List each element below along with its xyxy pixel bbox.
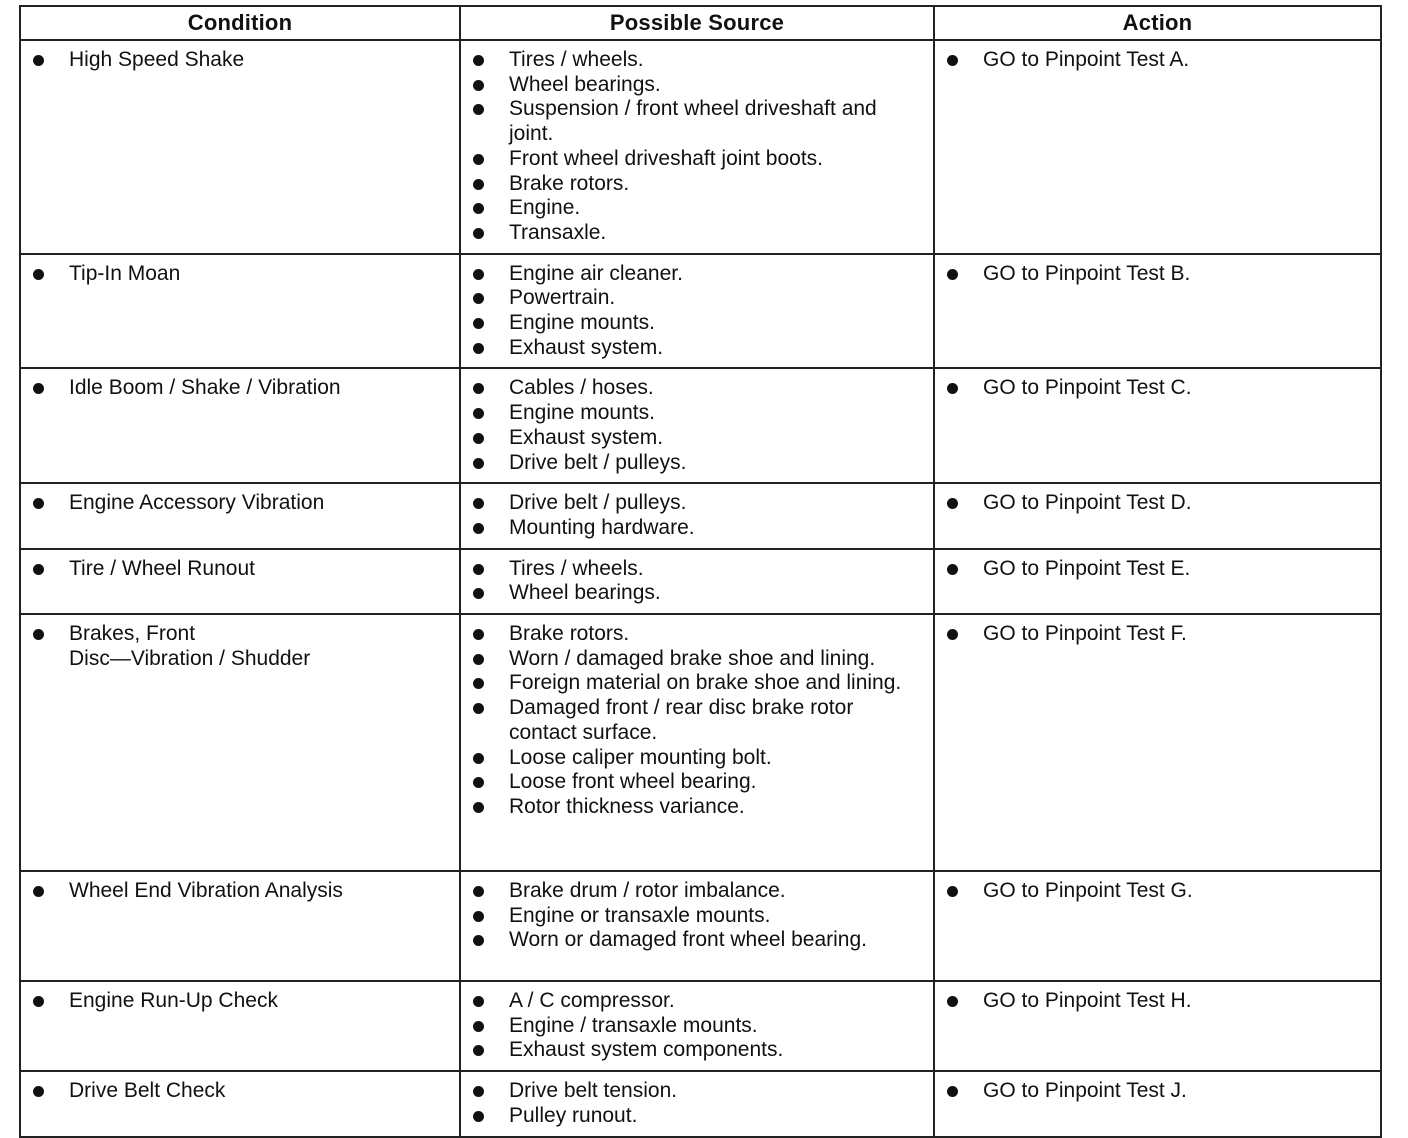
table-row [20, 871, 1381, 981]
list-item [29, 48, 449, 73]
condition-text: Engine Accessory Vibration [69, 491, 325, 515]
condition-cell [20, 483, 460, 548]
source-list [469, 989, 923, 1063]
list-item: Wheel bearings. [469, 581, 923, 606]
source-list [469, 557, 923, 606]
condition-list [29, 491, 449, 516]
table-row [20, 40, 1381, 254]
list-item: Suspension / front wheel driveshaft and joint. [469, 97, 923, 146]
condition-cell [20, 549, 460, 614]
table-body [20, 40, 1381, 1137]
table-row [20, 483, 1381, 548]
list-item: Brake rotors. [469, 172, 923, 197]
source-list [469, 491, 923, 540]
list-item: Loose front wheel bearing. [469, 770, 923, 795]
condition-list [29, 1079, 449, 1104]
condition-cell [20, 1071, 460, 1136]
list-item: Drive belt / pulleys. [469, 491, 923, 516]
list-item: Drive belt tension. [469, 1079, 923, 1104]
table-row [20, 254, 1381, 369]
list-item [29, 491, 449, 516]
action-list [943, 262, 1370, 287]
condition-cell [20, 614, 460, 871]
table-row [20, 614, 1381, 871]
condition-cell [20, 871, 460, 981]
action-cell [934, 254, 1381, 369]
pinpoint-test-reference: GO to Pinpoint Test E. [943, 557, 1370, 582]
list-item [29, 1079, 449, 1104]
condition-text: Brakes, Front Disc—Vibration / Shudder [69, 622, 311, 670]
list-item: Loose caliper mounting bolt. [469, 746, 923, 771]
action-list [943, 376, 1370, 401]
list-item: Brake rotors. [469, 622, 923, 647]
list-item: Engine air cleaner. [469, 262, 923, 287]
list-item: Exhaust system. [469, 426, 923, 451]
list-item [29, 557, 449, 582]
pinpoint-test-reference: GO to Pinpoint Test G. [943, 879, 1370, 904]
pinpoint-test-reference: GO to Pinpoint Test B. [943, 262, 1370, 287]
possible-source-cell [460, 981, 934, 1071]
possible-source-cell [460, 254, 934, 369]
list-item [29, 262, 449, 287]
action-cell [934, 981, 1381, 1071]
list-item: Foreign material on brake shoe and lining. [469, 671, 923, 696]
list-item: Damaged front / rear disc brake rotor contact surface. [469, 696, 923, 745]
condition-text: Wheel End Vibration Analysis [69, 879, 343, 903]
condition-list [29, 879, 449, 904]
condition-list [29, 557, 449, 582]
condition-cell [20, 368, 460, 483]
table-row [20, 981, 1381, 1071]
list-item: Exhaust system components. [469, 1038, 923, 1063]
pinpoint-test-reference: GO to Pinpoint Test J. [943, 1079, 1370, 1104]
list-item: Engine mounts. [469, 401, 923, 426]
source-list [469, 48, 923, 246]
action-list [943, 989, 1370, 1014]
condition-list [29, 262, 449, 287]
list-item: Engine or transaxle mounts. [469, 904, 923, 929]
action-list [943, 48, 1370, 73]
condition-cell [20, 40, 460, 254]
list-item: Wheel bearings. [469, 73, 923, 98]
table-row [20, 368, 1381, 483]
list-item: Powertrain. [469, 286, 923, 311]
header-possible-source: Possible Source [460, 6, 934, 40]
condition-list [29, 376, 449, 401]
action-cell [934, 368, 1381, 483]
possible-source-cell [460, 614, 934, 871]
action-cell [934, 1071, 1381, 1136]
list-item: Exhaust system. [469, 336, 923, 361]
action-list [943, 491, 1370, 516]
source-list [469, 622, 923, 820]
condition-cell [20, 254, 460, 369]
list-item: Pulley runout. [469, 1104, 923, 1129]
condition-list [29, 622, 449, 671]
condition-text: Engine Run-Up Check [69, 989, 278, 1013]
list-item: Transaxle. [469, 221, 923, 246]
condition-text: Idle Boom / Shake / Vibration [69, 376, 341, 400]
list-item: Engine mounts. [469, 311, 923, 336]
header-row [20, 6, 1381, 40]
condition-cell [20, 981, 460, 1071]
condition-list [29, 989, 449, 1014]
source-list [469, 1079, 923, 1128]
condition-text: Drive Belt Check [69, 1079, 226, 1103]
list-item: Rotor thickness variance. [469, 795, 923, 820]
action-list [943, 879, 1370, 904]
list-item: Cables / hoses. [469, 376, 923, 401]
list-item: Tires / wheels. [469, 48, 923, 73]
list-item: Front wheel driveshaft joint boots. [469, 147, 923, 172]
list-item: Worn or damaged front wheel bearing. [469, 928, 923, 953]
source-list [469, 262, 923, 361]
list-item: Worn / damaged brake shoe and lining. [469, 647, 923, 672]
possible-source-cell [460, 549, 934, 614]
pinpoint-test-reference: GO to Pinpoint Test C. [943, 376, 1370, 401]
action-list [943, 557, 1370, 582]
condition-list [29, 48, 449, 73]
list-item: Engine / transaxle mounts. [469, 1014, 923, 1039]
diagnosis-table [19, 5, 1382, 1138]
pinpoint-test-reference: GO to Pinpoint Test F. [943, 622, 1370, 647]
list-item: Brake drum / rotor imbalance. [469, 879, 923, 904]
source-list [469, 376, 923, 475]
source-list [469, 879, 923, 953]
table-row [20, 1071, 1381, 1136]
list-item [29, 376, 449, 401]
action-cell [934, 549, 1381, 614]
list-item: Drive belt / pulleys. [469, 451, 923, 476]
possible-source-cell [460, 40, 934, 254]
list-item: A / C compressor. [469, 989, 923, 1014]
possible-source-cell [460, 483, 934, 548]
action-cell [934, 483, 1381, 548]
list-item [29, 879, 449, 904]
action-list [943, 1079, 1370, 1104]
list-item: Engine. [469, 196, 923, 221]
header-action: Action [934, 6, 1381, 40]
action-cell [934, 871, 1381, 981]
condition-text: Tire / Wheel Runout [69, 556, 255, 580]
condition-text: High Speed Shake [69, 48, 245, 71]
possible-source-cell [460, 368, 934, 483]
table-header [20, 6, 1381, 40]
possible-source-cell [460, 1071, 934, 1136]
pinpoint-test-reference: GO to Pinpoint Test H. [943, 989, 1370, 1014]
possible-source-cell [460, 871, 934, 981]
header-condition: Condition [20, 6, 460, 40]
pinpoint-test-reference: GO to Pinpoint Test A. [943, 48, 1370, 73]
list-item [29, 622, 449, 671]
table-row [20, 549, 1381, 614]
list-item: Mounting hardware. [469, 516, 923, 541]
pinpoint-test-reference: GO to Pinpoint Test D. [943, 491, 1370, 516]
list-item: Tires / wheels. [469, 557, 923, 582]
action-cell [934, 40, 1381, 254]
condition-text: Tip-In Moan [69, 261, 181, 285]
list-item [29, 989, 449, 1014]
action-list [943, 622, 1370, 647]
action-cell [934, 614, 1381, 871]
